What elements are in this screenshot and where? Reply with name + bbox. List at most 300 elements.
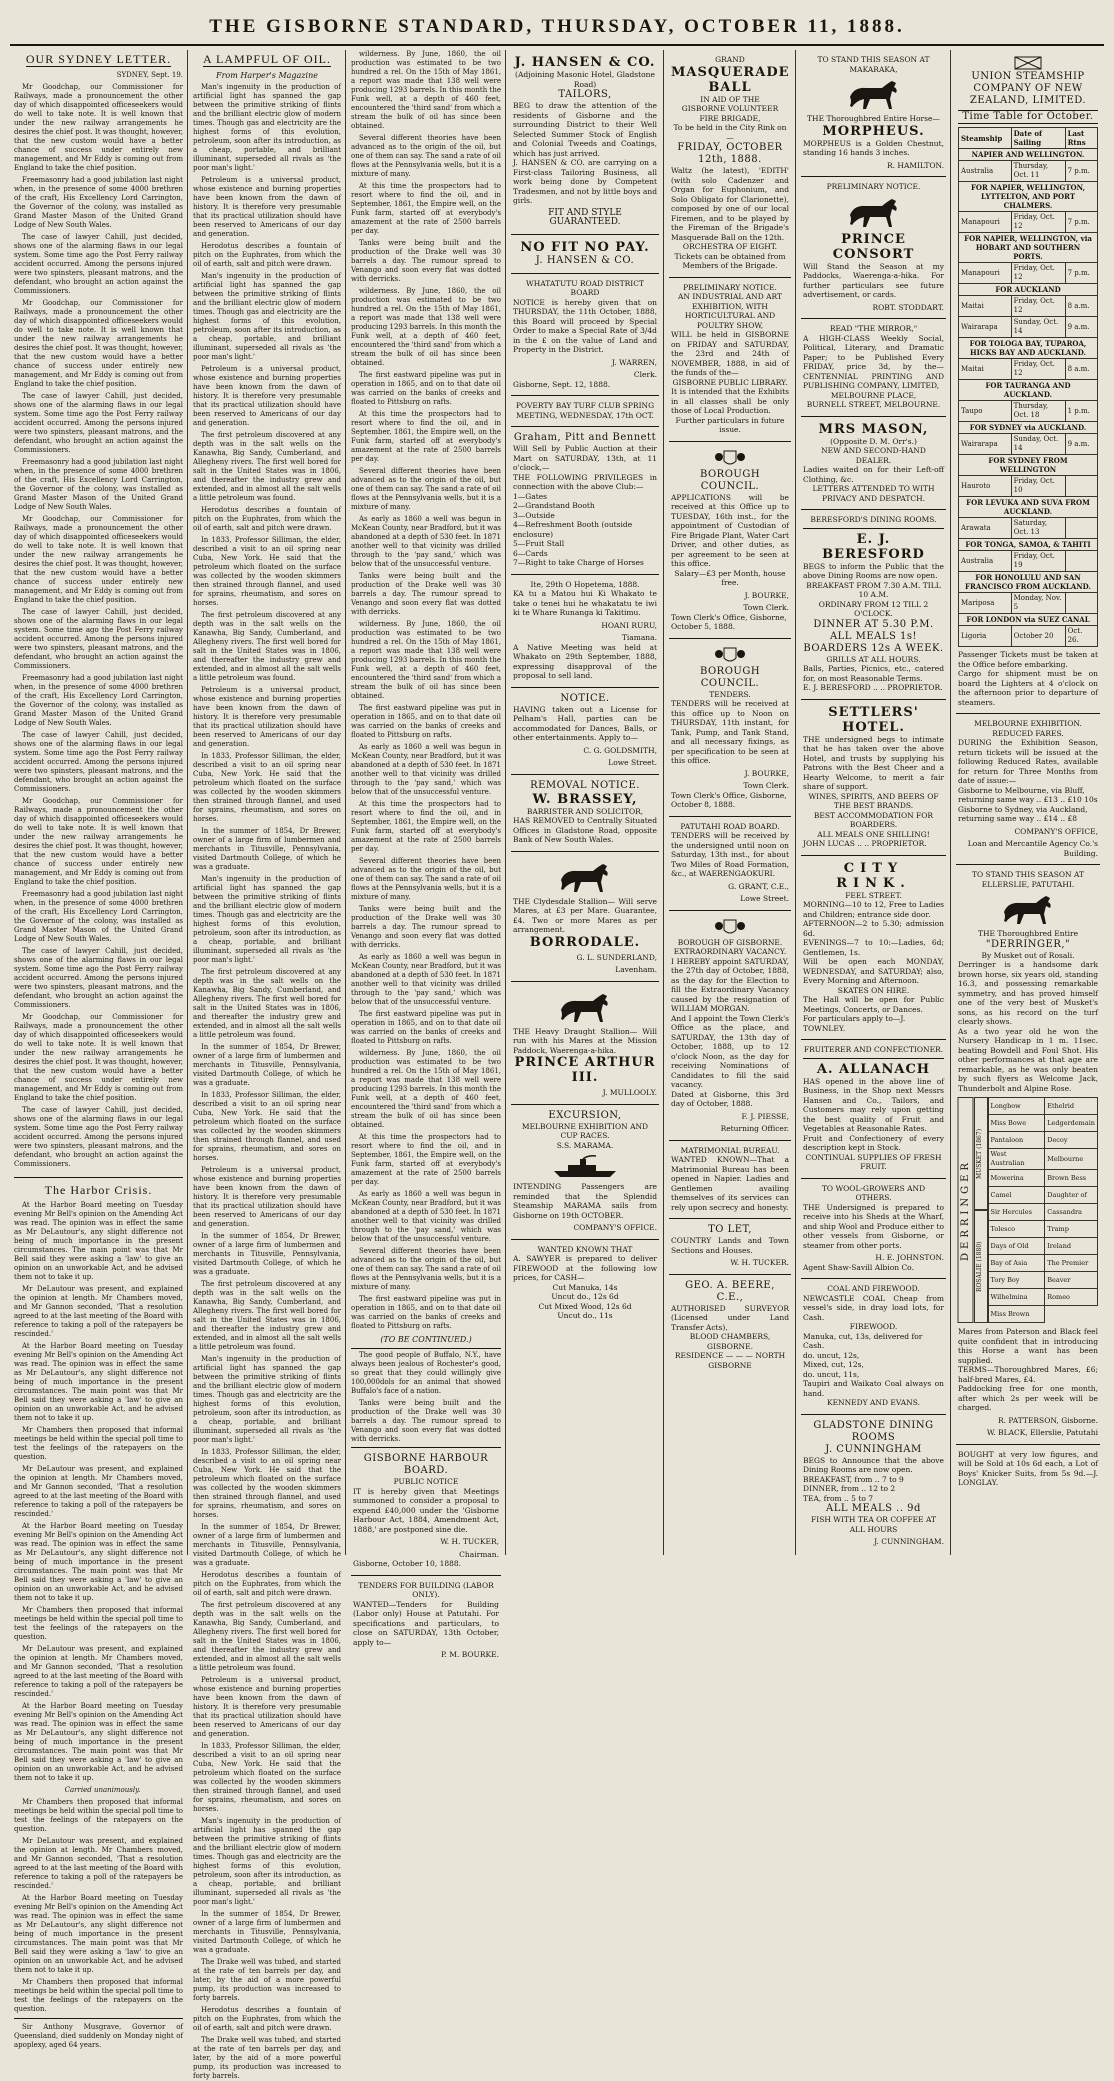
pedigree-title: DERRINGER — [958, 1097, 974, 1323]
ad-trade: TAILORS, — [558, 89, 612, 100]
article-paragraph: Freemasonry had a good jubilation last night when, in the presence of some 4000 brethren of the craft, His Excellency Lord Carrington, the Governor of the colony, was installed as Grand Master Mason of the United Grand Lodge of New South Wales. — [14, 176, 183, 229]
ad-text: BOUGHT at very low figures, and will be Sold at 10s 6d each, a Lot of Boys' Knicker Suits, from 5s 9d.—J. LONGLAY. — [958, 1449, 1098, 1487]
ad-accommodation: BEST ACCOMMODATION FOR BOARDERS. — [813, 810, 934, 829]
timetable-cell — [1065, 476, 1097, 497]
ad-date: FRIDAY, OCTOBER 12th, 1888. — [677, 142, 783, 165]
ad-breeding: By Musket out of Rosali. — [981, 950, 1075, 960]
article-paragraph: Petroleum is a universal product, whose existence and burning properties have been known from the dawn of history. It is therefore very presumable that its practical utilization should have been reserved to Americans of our day and generation. — [193, 686, 341, 748]
horse-icon — [844, 77, 904, 111]
ad-masquerade-ball — [669, 50, 791, 277]
timetable-row — [959, 434, 1098, 455]
ad-title: PRELIMINARY NOTICE. — [826, 182, 921, 191]
pedigree-row — [988, 1255, 1098, 1272]
pedigree-table — [988, 1097, 1099, 1323]
timetable-route-row — [959, 614, 1098, 626]
timetable-cell: 7 p.m. — [1065, 263, 1097, 284]
ad-borrodale-stallion — [511, 851, 659, 981]
ad-signature: C. G. GOLDSMITH, — [583, 745, 657, 755]
ad-signature: W. BLACK, Ellerslie, Patutahi — [986, 1428, 1098, 1437]
coat-of-arms-icon — [710, 644, 750, 666]
pedigree-row — [988, 1115, 1098, 1132]
timetable-cell: Friday, Oct. 19 — [1011, 551, 1065, 572]
ad-text: COUNTRY Lands and Town Sections and Houses. — [671, 1236, 789, 1255]
article-paragraph: At the Harbor Board meeting on Tuesday evening Mr Bell's opinion on the Amending Act was read. The opinion was in effect the same as Mr DeLautour's, any slight difference not being of much importance in the present circumstances. The main point was that Mr Bell said they were asking a 'law' to give an opinion on an unworkable Act, and he advised them not to take it up. — [14, 1201, 183, 1281]
ad-harbour-board — [351, 1447, 501, 1575]
ad-address: MELBOURNE PLACE, — [830, 390, 917, 400]
ad-subtitle: MELBOURNE EXHIBITION AND CUP RACES. — [521, 1121, 649, 1140]
pedigree-row — [988, 1098, 1098, 1115]
ad-text: HAVING taken out a License for Pelham's Hall, parties can be accommodated for Dances, Balls, or other entertainments. Apply to— — [513, 704, 657, 742]
timetable-cell: October 20 — [1011, 626, 1065, 647]
timetable-cell: Thursday, Oct. 11 — [1011, 161, 1065, 182]
timetable-header-row — [959, 128, 1098, 149]
ad-name: A. ALLANACH — [803, 1058, 944, 1077]
article-paragraph: The case of lawyer Cahill, just decided, shows one of the alarming flaws in our legal system. Some time ago the Post Ferry railway accident occurred. Among the persons injured were two spinsters, pleasant matrons, and the defendant, who brought an action against the Commissioners. — [14, 392, 183, 454]
ad-trade: NEW AND SECOND-HAND DEALER. — [821, 446, 926, 465]
timetable-cell: Taupo — [959, 401, 1012, 422]
ad-maori-notice — [511, 574, 659, 687]
article-paragraph: Several different theories have been advanced as to the origin of the oil, but one of them can say. The sand a rate of oil flows at the Pennsylvania wells, but it is a mixture of many. — [351, 857, 501, 901]
timetable-cell: Wairarapa — [959, 317, 1012, 338]
ad-boarders: BOARDERS 12s A WEEK. — [803, 642, 944, 654]
ad-text: And I appoint the Town Clerk's Office as the place, and SATURDAY, the 13th day of October, 1888, up to 12 o'clock Noon, as the day for receiving Nominations of Candidates to fill the said vacancy. — [671, 1013, 789, 1089]
timetable-row — [959, 359, 1098, 380]
ad-matrimonial-bureau — [669, 1140, 791, 1219]
pedigree-cell: Camel — [988, 1187, 1045, 1204]
article-paragraph: Mr DeLautour was present, and explained the opinion at length. Mr Chambers moved, and Mr Gannon seconded, 'That a resolution agreed to at the last meeting of the Board with reference to taking a poll of the ratepayers be rescinded.' — [14, 1465, 183, 1518]
ad-text: WANTED KNOWN—That a Matrimonial Bureau has been opened in Napier. Ladies and Gentlemen availing themselves of its services can rely upon secrecy and honesty. — [671, 1155, 789, 1212]
timetable-header-cell: Steamship — [959, 128, 1012, 149]
pedigree — [958, 1097, 1098, 1323]
timetable-cell: Friday, Oct. 12 — [1011, 296, 1065, 317]
column-rule — [795, 50, 796, 1555]
ad-title: MATRIMONIAL BUREAU. — [680, 1145, 780, 1155]
ad-signature-role: Lavenham. — [615, 965, 657, 974]
ad-subtitle: Will Sell by Public Auction at their Mart on SATURDAY, 13th, at 11 o'clock,— — [513, 444, 657, 472]
ad-text: The Hall will be open for Public Meetings, Concerts, or Dances. — [803, 995, 944, 1014]
ad-signature: J. CUNNINGHAM. — [874, 1537, 944, 1546]
ad-subtitle: IN AID OF THE — [700, 94, 760, 104]
ad-text: KA tu a Matou hui Ki Whakato te take o tenei hui he whakatatu te iwi ki te Whare Runanga ki Takitimu. — [513, 589, 657, 617]
timetable-route: FOR AUCKLAND — [959, 284, 1098, 296]
ad-signature: G. GRANT, C.E., — [728, 881, 789, 891]
ad-title: UNION STEAMSHIP COMPANY OF NEW ZEALAND, LIMITED. — [969, 71, 1087, 106]
article-paragraph: In 1833, Professor Silliman, the elder, described a visit to an oil spring near Cuba, New York. He said that the petroleum which floated on the surface was collected by the wooden skimmers then strained through flannel, and used for sprains, rheumatism, and sores on horses. — [193, 1742, 341, 1813]
article-paragraph: wilderness. By June, 1860, the oil production was estimated to be two hundred a rel. On the 15th of May 1861, a report was made that 138 well were producing 1293 barrels. In this month the Funk well, at a depth of 460 feet, encountered the 'third sand' from which a stream the bulk of oil has since been obtained. — [351, 287, 501, 367]
ad-knicker-suits — [956, 1444, 1100, 1494]
article-paragraph: In the summer of 1854, Dr Brewer, owner of a large firm of lumbermen and merchants in Titusville, Pennsylvania, visited Dartmouth College, of which he was a graduate. — [193, 1043, 341, 1087]
ad-graham-pitt-bennett — [511, 426, 659, 574]
pedigree-cell: Daughter of — [1045, 1187, 1098, 1204]
timetable-cell: 7 p.m. — [1065, 212, 1097, 233]
ad-title: TO STAND THIS SEASON AT MAKARAKA, — [817, 55, 930, 74]
ad-derringer — [956, 864, 1100, 1444]
ad-whatatutu-road-board — [511, 273, 659, 396]
timetable-row — [959, 401, 1098, 422]
ad-city-rink — [801, 855, 946, 1040]
ad-tickets: Tickets can be obtained from Members of the Brigade. — [674, 251, 786, 270]
timetable-cell: 8 a.m. — [1065, 296, 1097, 317]
ad-footer: CONTINUAL SUPPLIES OF FRESH FRUIT. — [805, 1152, 942, 1171]
column-3 — [347, 50, 505, 1659]
article-paragraph: In 1833, Professor Silliman, the elder, described a visit to an oil spring near Cuba, New York. He said that the petroleum which floated on the surface was collected by the wooden skimmers then strained through flannel, and used for sprains, rheumatism, and sores on horses. — [193, 1091, 341, 1162]
ad-industrial-exhibition — [669, 277, 791, 441]
ad-title: Graham, Pitt and Bennett — [513, 432, 657, 443]
ad-list-item: 6—Cards — [513, 548, 548, 558]
ad-turf-club — [511, 395, 659, 426]
timetable-header-cell: Date of Sailing — [1011, 128, 1065, 149]
ad-salary: Salary—£3 per Month, house free. — [674, 568, 786, 587]
ad-signature-role: Loan and Mercantile Agency Co.'s Building. — [967, 839, 1098, 858]
ad-title: READ "THE MIRROR," — [829, 324, 918, 333]
ad-signature: KENNEDY AND EVANS. — [826, 1398, 921, 1407]
ad-skates: SKATES ON HIRE. — [837, 985, 910, 995]
pedigree-row — [988, 1289, 1098, 1306]
article-paragraph: Tanks were being built and the production of the Drake well was 30 barrels a day. The rumour spread to Venango and soon every flat was dotted with derricks. — [351, 1399, 501, 1443]
ad-subtitle: FEEL STREET. — [845, 890, 902, 900]
article-paragraph: Petroleum is a universal product, whose existence and burning properties have been known from the dawn of history. It is therefore very presumable that its practical utilization should have been reserved to Americans of our day and generation. — [193, 365, 341, 427]
ad-fruiterer — [801, 1039, 946, 1178]
ad-ship-name: S.S. MARAMA. — [556, 1140, 614, 1150]
ad-prince-arthur — [511, 981, 659, 1104]
ad-list-item: Uncut do., 12s 6d — [551, 1292, 619, 1301]
ad-text: THE Undersigned is prepared to receive into his Sheds at the Wharf, and ship Wool and Produce either to other vessels from Gisborne, or steamer from other ports. — [803, 1202, 944, 1250]
article-paragraph-buffalo: The good people of Buffalo, N.Y., have always been jealous of Rochester's good, so great that they could willingly give 100,000dols for an animal that showed Buffalo's face of a nation. — [351, 1351, 501, 1395]
article-paragraph: Mr DeLautour was present, and explained the opinion at length. Mr Chambers moved, and Mr Gannon seconded, 'That a resolution agreed to at the last meeting of the Board with reference to taking a poll of the ratepayers be rescinded.' — [14, 1645, 183, 1698]
timetable-cell: 9 a.m. — [1065, 434, 1097, 455]
pedigree-row — [988, 1204, 1098, 1221]
article-paragraph: The first eastward pipeline was put in operation in 1865, and on to that date oil was carried on the banks of creeks and floated to Pittsburg on rafts. — [351, 1295, 501, 1330]
article-paragraph: The case of lawyer Cahill, just decided, shows one of the alarming flaws in our legal system. Some time ago the Post Ferry railway accident occurred. Among the persons injured were two spinsters, pleasant matrons, and the defendant, who brought an action against the Commissioners. — [14, 233, 183, 295]
steamship-icon — [550, 1153, 620, 1179]
ad-text: Mares from Paterson and Black feel quite confident that in introducing this Horse a want has been supplied. — [958, 1327, 1098, 1365]
article-paragraph: At the Harbor Board meeting on Tuesday evening Mr Bell's opinion on the Amending Act was read. The opinion was in effect the same as Mr DeLautour's, any slight difference not being of much importance in the present circumstances. The main point was that Mr Bell said they were asking a 'law' to give an opinion on an unworkable Act, and he advised them not to take it up. — [14, 1894, 183, 1974]
article-paragraph: In the summer of 1854, Dr Brewer, owner of a large firm of lumbermen and merchants in Titusville, Pennsylvania, visited Dartmouth College, of which he was a graduate. — [193, 1232, 341, 1276]
article-paragraph: Several different theories have been advanced as to the origin of the oil, but one of them can say. The sand a rate of oil flows at the Pennsylvania wells, but it is a mixture of many. — [351, 1247, 501, 1291]
article-paragraph: As early as 1860 a well was begun in McKean County, near Bradford, but it was abandoned at a depth of 530 feet. In 1871 another well to that vicinity was drilled through to the 'pay sand,' which was below that of the unsuccessful venture. — [351, 743, 501, 796]
article-paragraph: Mr Goodchap, our Commissioner for Railways, made a pronouncement the other day of which disappointed officeseekers would do well to take note. It is well known that under the new railway arrangements he desires the chief post. It was thought, however, that the new custom would have a better chance of success under entirely new management, and Mr Eddy is coming out from England to take the chief position. — [14, 299, 183, 388]
ad-text: A HIGH-CLASS Weekly Social, Political, Literary, and Dramatic Paper; to be Published Every FRIDAY, price 3d, by the— CENTENNIAL PRINTING AND PUBLISHING COMPANY, LIMITED, — [803, 333, 944, 390]
ad-title: TO WOOL-GROWERS AND OTHERS. — [821, 1183, 926, 1202]
ad-title: J. HANSEN & CO. — [514, 55, 656, 70]
timetable-route-row — [959, 539, 1098, 551]
article-paragraph: Freemasonry had a good jubilation last night when, in the presence of some 4000 brethren of the craft, His Excellency Lord Carrington, the Governor of the colony, was installed as Grand Master Mason of the United Grand Lodge of New South Wales. — [14, 674, 183, 727]
masthead-title: THE GISBORNE STANDARD, THURSDAY, OCTOBER 11, 1888. — [209, 16, 905, 37]
article-paragraph: Mr Chambers then proposed that informal meetings be held within the special poll time to test the feelings of the ratepayers on the question. — [14, 1978, 183, 2013]
ad-gladstone-dining — [801, 1414, 946, 1553]
article-paragraph: wilderness. By June, 1860, the oil production was estimated to be two hundred a rel. On the 15th of May 1861, a report was made that 138 well were producing 1293 barrels. In this month the Funk well, at a depth of 460 feet, encountered the 'third sand' from which a stream the bulk of oil has since been obtained. — [351, 1049, 501, 1129]
timetable-cell — [1065, 518, 1097, 539]
ad-text: AUTHORISED SURVEYOR (Licensed under Land Transfer Acts), — [671, 1303, 789, 1332]
article-paragraph: Tanks were being built and the production of the Drake well was 30 barrels a day. The rumour spread to Venango and soon every flat was dotted with derricks. — [351, 572, 501, 616]
pedigree-row — [988, 1187, 1098, 1204]
ad-title: GLADSTONE DINING ROOMS — [813, 1419, 934, 1443]
ad-signature: J. WARREN, — [611, 357, 657, 367]
pedigree-cell: Romeo — [1045, 1289, 1098, 1306]
ad-name: J. CUNNINGHAM — [825, 1443, 922, 1455]
timetable-cell: Manapouri — [959, 212, 1012, 233]
article-paragraph: Tanks were being built and the production of the Drake well was 30 barrels a day. The rumour spread to Venango and soon every flat was dotted with derricks. — [351, 239, 501, 283]
article-paragraph: At this time the prospectors had to resort where to find the oil, and in September, 1861, the Empire well, on the Funk farm, started off at everybody's amazement at the rate of 2500 barrels per day. — [351, 800, 501, 853]
pedigree-cell: Ethelrid — [1045, 1098, 1098, 1115]
article-paragraph: Mr Goodchap, our Commissioner for Railways, made a pronouncement the other day of which disappointed officeseekers would do well to take note. It is well known that under the new railway arrangements he desires the chief post. It was thought, however, that the new custom would have a better chance of success under entirely new management, and Mr Eddy is coming out from England to take the chief position. — [14, 797, 183, 886]
timetable-route: FOR TOLOGA BAY, TUPAROA, HICKS BAY AND AUCKLAND. — [959, 338, 1098, 359]
pedigree-cell: Tramp — [1045, 1221, 1098, 1238]
ad-signature: COMPANY'S OFFICE. — [573, 1223, 657, 1232]
article-paragraph: wilderness. By June, 1860, the oil production was estimated to be two hundred a rel. On the 15th of May 1861, a report was made that 138 well were producing 1293 barrels. In this month the Funk well, at a depth of 460 feet, encountered the 'third sand' from which a stream the bulk of oil has since been obtained. — [351, 50, 501, 130]
column-rule — [187, 50, 188, 1555]
timetable-cell: 7 p.m. — [1065, 161, 1097, 182]
pedigree-cell: Ireland — [1045, 1238, 1098, 1255]
ad-address: BURNELL STREET, MELBOURNE. — [806, 400, 941, 409]
column-rule — [950, 50, 951, 1555]
ad-footer: FISH WITH TEA OR COFFEE AT ALL HOURS — [811, 1515, 936, 1534]
ad-name: E. J. BERESFORD — [803, 528, 944, 562]
timetable-route: FOR TONGA, SAMOA, & TAHITI — [959, 539, 1098, 551]
timetable-row — [959, 626, 1098, 647]
ad-list-item: DINNER, from .. 12 to 2 — [803, 1484, 896, 1493]
timetable-cell: Ligoria — [959, 626, 1012, 647]
ad-name: PRINCE ARTHUR III. — [514, 1055, 656, 1085]
ad-beneficiary: GISBORNE PUBLIC LIBRARY. — [672, 377, 788, 387]
timetable-cell: 8 a.m. — [1065, 359, 1097, 380]
article-paragraph: In the summer of 1854, Dr Brewer, owner of a large firm of lumbermen and merchants in Titusville, Pennsylvania, visited Dartmouth College, of which he was a graduate. — [193, 1910, 341, 1954]
timetable-cell — [1065, 593, 1097, 614]
article-paragraph: In the summer of 1854, Dr Brewer, owner of a large firm of lumbermen and merchants in Titusville, Pennsylvania, visited Dartmouth College, of which he was a graduate. — [193, 827, 341, 871]
pedigree-row — [988, 1132, 1098, 1149]
timetable-cell: Monday, Nov. 5 — [1011, 593, 1065, 614]
ad-signature-role: Chairman. — [459, 1549, 499, 1559]
ad-text: INTENDING Passengers are reminded that the Splendid Steamship MARAMA sails from Gisborne on 19th OCTOBER. — [513, 1182, 657, 1220]
ad-text: It is intended that the Exhibits in all classes shall be only those of Local Production. — [671, 387, 789, 415]
ad-ordinary: ORDINARY FROM 12 TILL 2 O'CLOCK. — [818, 599, 929, 618]
ad-text: Fruit and Confectionery of every description kept in Stock. — [803, 1133, 944, 1152]
timetable-route-row — [959, 233, 1098, 263]
timetable-route: FOR SYDNEY FROM WELLINGTON — [959, 455, 1098, 476]
article-paragraph: The case of lawyer Cahill, just decided, shows one of the alarming flaws in our legal system. Some time ago the Post Ferry railway accident occurred. Among the persons injured were two spinsters, pleasant matrons, and the defendant, who brought an action against the Commissioners. — [14, 731, 183, 793]
ad-organiser: GISBORNE VOLUNTEER FIRE BRIGADE, — [681, 104, 779, 123]
ad-text: NEWCASTLE COAL Cheap from vessel's side, in dray load lots, for Cash. — [803, 1293, 944, 1322]
ad-footer: LETTERS ATTENDED TO WITH PRIVACY AND DESPATCH. — [812, 484, 935, 503]
timetable-route: FOR LONDON via SUEZ CANAL — [959, 614, 1098, 626]
ad-signature: J. BOURKE, — [744, 768, 789, 778]
pedigree-row — [988, 1221, 1098, 1238]
ad-list-item: BREAKFAST, from .. 7 to 9 — [803, 1474, 904, 1484]
ad-date: Ite, 29th O Hopetema, 1888. — [530, 579, 640, 589]
ad-date: Gisborne, Sept. 12, 1888. — [513, 379, 611, 389]
ad-text: BEGS to Announce that the above Dining Rooms are now open. — [803, 1455, 944, 1474]
column-4 — [507, 50, 663, 1550]
ad-removal-notice — [511, 774, 659, 851]
column-rule — [663, 50, 664, 1555]
ad-title: SETTLERS' HOTEL. — [828, 704, 919, 735]
article-paragraph: Freemasonry had a good jubilation last night when, in the presence of some 4000 brethren of the craft, His Excellency Lord Carrington, the Governor of the colony, was installed as Grand Master Mason of the United Grand Lodge of New South Wales. — [14, 458, 183, 511]
article-paragraph: Herodotus describes a fountain of pitch on the Euphrates, from which the oil of earth, salt and pitch were drawn. — [193, 242, 341, 268]
ad-list-item: 1—Gates — [513, 491, 548, 501]
ad-date: Dated at Gisborne, this 3rd day of October, 1888. — [671, 1089, 789, 1108]
ad-signature: W. H. TUCKER, — [440, 1537, 499, 1546]
ad-union-steamship — [956, 50, 1100, 713]
pedigree-cell: Bay of Asia — [988, 1255, 1045, 1272]
timetable-route-row — [959, 380, 1098, 401]
ad-text: MORPHEUS is a Golden Chestnut, standing 16 hands 3 inches. — [803, 138, 944, 157]
timetable-route-row — [959, 284, 1098, 296]
column-rule — [345, 50, 346, 1555]
article-paragraph: Man's ingenuity in the production of artificial light has spanned the gap between the primitive striking of flints and the brilliant electric glow of modern times. Though gas and electricity are the highest forms of this evolution, petroleum, soon after its introduction, as a cheap, portable, and brilliant illuminant, superseded all rivals as 'the poor man's light.' — [193, 272, 341, 361]
ad-text: HAS REMOVED to Centrally Situated Offices in Gladstone Road, opposite Bank of New South Wales. — [513, 816, 657, 844]
timetable-row — [959, 518, 1098, 539]
article-paragraph: The case of lawyer Cahill, just decided, shows one of the alarming flaws in our legal system. Some time ago the Post Ferry railway accident occurred. Among the persons injured were two spinsters, pleasant matrons, and the defendant, who brought an action against the Commissioners. — [14, 1106, 183, 1168]
ad-text: As a two year old he won the Nursery Handicap in 1 m. 11sec. beating Bowdell and Foul Shot. His other performances at that age are remarkable, as he was only beaten by such flyers as Welcome Jack, Thunderbolt and Alpine Rose. — [958, 1026, 1098, 1093]
ad-patutahi-road-board — [669, 816, 791, 910]
timetable-route-row — [959, 497, 1098, 518]
article-paragraph: The first petroleum discovered at any depth was in the salt wells on the Kanawha, Big Sandy, Cumberland, and Allegheny rivers. The first well bored for salt in the United States was in 1806, and thereafter the industry grew and extended, and in almost all the salt wells a little petroleum was found. — [193, 1280, 341, 1351]
timetable-route-row — [959, 338, 1098, 359]
ad-title: BOROUGH OF GISBORNE. — [677, 937, 783, 947]
ad-borough-council-tenders — [669, 638, 791, 816]
article-paragraph: Man's ingenuity in the production of artificial light has spanned the gap between the primitive striking of flints and the brilliant electric glow of modern times. Though gas and electricity are the highest forms of this evolution, petroleum, soon after its introduction, as a cheap, portable, and brilliant illuminant, superseded all rivals as 'the poor man's light.' — [193, 1817, 341, 1906]
ad-signature: HOANI RURU, — [601, 620, 657, 630]
ad-title: CITY RINK. — [836, 860, 911, 891]
ad-all-meals: ALL MEALS 1s! — [829, 630, 918, 642]
timetable-row — [959, 593, 1098, 614]
ad-prince-consort — [801, 176, 946, 318]
ad-text: Waltz (he latest), 'EDITH' (with solo Cadenzer and Organ for Euphonium, and Solo Obligato for Clarionette), composed by one of our local Firemen, and to be played by the Fireman of the Brigade's Masquerade Ball on the 12th. — [671, 166, 789, 242]
article-paragraph: The Drake well was tubed, and started at the rate of ten barrels per day, and later, by the aid of a more powerful pump, its production was increased to forty barrels. — [193, 1958, 341, 2002]
article-paragraph: At this time the prospectors had to resort where to find the oil, and in September, 1861, the Empire well, on the Funk farm, started off at everybody's amazement at the rate of 2500 barrels per day. — [351, 1133, 501, 1186]
pedigree-cell: Melbourne — [1045, 1149, 1098, 1170]
timetable-route: FOR NAPIER, WELLINGTON, LYTTELTON, AND PORT CHALMERS. — [959, 182, 1098, 212]
timetable-cell — [1065, 551, 1097, 572]
ad-mrs-mason — [801, 416, 946, 510]
ad-date: Town Clerk's Office, Gisborne, October 8, 1888. — [671, 790, 787, 809]
article-paragraph: Carried unanimously. — [64, 1786, 141, 1794]
ad-subtitle: TENDERS. — [709, 689, 751, 699]
article-paragraph: As early as 1860 a well was begun in McKean County, near Bradford, but it was abandoned at a depth of 530 feet. In 1871 another well to that vicinity was drilled through to the 'pay sand,' which was below that of the unsuccessful venture. — [351, 515, 501, 568]
ad-signature: For particulars apply to—J. TOWNLEY. — [803, 1014, 906, 1033]
article-paragraph: The Drake well was tubed, and started at the rate of ten barrels per day, and later, by the aid of a more powerful pump, its production was increased to forty barrels. — [193, 2036, 341, 2080]
ad-title: FRUITERER AND CONFECTIONER. — [803, 1045, 944, 1054]
article-paragraph: The first petroleum discovered at any depth was in the salt wells on the Kanawha, Big Sandy, Cumberland, and Allegheny rivers. The first well bored for salt in the United States was in 1806, and thereafter the industry grew and extended, and in almost all the salt wells a little petroleum was found. — [193, 968, 341, 1039]
ad-terms: TERMS—Thoroughbred Mares, £6; half-bred Mares, £4. — [958, 1365, 1098, 1384]
article-paragraph: Mr DeLautour was present, and explained the opinion at length. Mr Chambers moved, and Mr Gannon seconded, 'That a resolution agreed to at the last meeting of the Board with reference to taking a poll of the ratepayers be rescinded.' — [14, 1285, 183, 1338]
article-paragraph-musgrave: Sir Anthony Musgrave, Governor of Queensland, died suddenly on Monday night of apoplexy, aged 64 years. — [14, 2023, 183, 2049]
ad-signature: E. J. BERESFORD .. .. PROPRIETOR. — [803, 683, 943, 692]
ad-name: BORRODALE. — [529, 934, 641, 950]
pedigree-cell: Pantaloon — [988, 1132, 1045, 1149]
ad-breakfast: BREAKFAST FROM 7.30 A.M. TILL 10 A.M. — [806, 580, 941, 599]
ad-signature: W. H. TUCKER. — [730, 1258, 789, 1267]
ad-settlers-hotel — [801, 699, 946, 855]
ad-signature-role: Tiamana. — [621, 633, 657, 642]
article-paragraph: The case of lawyer Cahill, just decided, shows one of the alarming flaws in our legal system. Some time ago the Post Ferry railway accident occurred. Among the persons injured were two spinsters, pleasant matrons, and the defendant, who brought an action against the Commissioners. — [14, 608, 183, 670]
pedigree-cell: Mowerina — [988, 1170, 1045, 1187]
timetable-cell: Maitai — [959, 296, 1012, 317]
pedigree-cell: Sir Hercules — [988, 1204, 1045, 1221]
ad-list-item: 7—Right to take Charge of Horses — [513, 558, 644, 567]
article-paragraph: At the Harbor Board meeting on Tuesday evening Mr Bell's opinion on the Amending Act was read. The opinion was in effect the same as Mr DeLautour's, any slight difference not being of much importance in the present circumstances. The main point was that Mr Bell said they were asking a 'law' to give an opinion on an unworkable Act, and he advised them not to take it up. — [14, 1702, 183, 1782]
article-paragraph: At the Harbor Board meeting on Tuesday evening Mr Bell's opinion on the Amending Act was read. The opinion was in effect the same as Mr DeLautour's, any slight difference not being of much importance in the present circumstances. The main point was that Mr Bell said they were asking a 'law' to give an opinion on an unworkable Act, and he advised them not to take it up. — [14, 1342, 183, 1422]
ad-title: TO STAND THIS SEASON AT ELLERSLIE, PATUTAHI. — [972, 870, 1084, 889]
ad-extraordinary-vacancy — [669, 910, 791, 1140]
flag-icon — [1013, 55, 1043, 71]
timetable-cell: Manapouri — [959, 263, 1012, 284]
ad-text: Derringer is a handsome dark brown horse, six years old, standing 16.3, and possessing remarkable symmetry, and has proved himself one of the very best of Musket's sons, as his record on the turf clearly shows. — [958, 960, 1098, 1026]
article-paragraph: Herodotus describes a fountain of pitch on the Euphrates, from which the oil of earth, salt and pitch were drawn. — [193, 2006, 341, 2032]
article-paragraph: Tanks were being built and the production of the Drake well was 30 barrels a day. The rumour spread to Venango and soon every flat was dotted with derricks. — [351, 905, 501, 949]
ad-list-item: TEA, from .. 5 to 7 — [803, 1493, 874, 1503]
ad-timetable-title: Time Table for October. — [958, 110, 1098, 124]
ad-title: COAL AND FIREWOOD. — [827, 1284, 920, 1293]
timetable-route-row — [959, 149, 1098, 161]
ad-signature: H. E. JOHNSTON. — [875, 1253, 944, 1262]
article-heading-harbor-crisis: The Harbor Crisis. — [44, 1183, 153, 1197]
ad-text: EVENINGS—7 to 10:—Ladies, 6d; Gentlemen, 1s. — [803, 938, 944, 957]
timetable-route-row — [959, 422, 1098, 434]
horse-icon — [998, 892, 1058, 926]
pedigree-cell: West Australian — [988, 1149, 1045, 1170]
ad-meals: ALL MEALS ONE SHILLING! — [817, 829, 930, 839]
timetable-cell: Friday, Oct. 12 — [1011, 359, 1065, 380]
ad-title: PATUTAHI ROAD BOARD. — [680, 821, 780, 831]
timetable-cell: Thursday, Oct. 18 — [1011, 401, 1065, 422]
ad-title: NO FIT NO PAY. — [520, 239, 650, 255]
ad-grills: GRILLS AT ALL HOURS. — [826, 654, 921, 664]
ad-text: Will Stand the Season at my Paddocks, Waerenga-a-hika. For further particulars see future advertisement, or cards. — [803, 261, 944, 299]
ad-beresford-dining — [801, 509, 946, 699]
ad-subtitle: (Opposite D. M. Orr's.) — [830, 436, 917, 446]
timetable-route-row — [959, 572, 1098, 593]
ad-date: Gisborne, October 10, 1888. — [353, 1559, 462, 1568]
dateline: SYDNEY, Sept. 19. — [116, 71, 183, 79]
ad-subtitle: EXTRAORDINARY VACANCY. — [673, 947, 787, 956]
pedigree-cell: Wilhelmina — [988, 1289, 1045, 1306]
pedigree-cell: Tolesco — [988, 1221, 1045, 1238]
timetable-route: FOR LEVUKA AND SUVA FROM AUCKLAND. — [959, 497, 1098, 518]
ad-text: Will be open each MONDAY, WEDNESDAY, and SATURDAY; also, Every Morning and Afternoon. — [803, 957, 944, 985]
timetable-cell: Friday, Oct. 12 — [1011, 212, 1065, 233]
ad-list-item: 5—Fruit Stall — [513, 539, 565, 548]
ad-signature-role: Returning Officer. — [720, 1124, 789, 1133]
article-paragraph: Mr DeLautour was present, and explained the opinion at length. Mr Chambers moved, and Mr Gannon seconded, 'That a resolution agreed to at the last meeting of the Board with reference to taking a poll of the ratepayers be rescinded.' — [14, 1837, 183, 1890]
pedigree-row — [988, 1149, 1098, 1170]
pedigree-row — [988, 1306, 1098, 1323]
ad-subtitle: BARRISTER AND SOLICITOR, — [526, 806, 644, 816]
article-paragraph: In the summer of 1854, Dr Brewer, owner of a large firm of lumbermen and merchants in Titusville, Pennsylvania, visited Dartmouth College, of which he was a graduate. — [193, 1523, 341, 1567]
ad-text: I HEREBY appoint SATURDAY, the 27th day of October, 1888, as the day for the Election to fill the Extraordinary Vacancy caused by the resignation of WILLIAM MORGAN. — [671, 956, 789, 1013]
ad-wanted-known-firewood — [511, 1239, 659, 1327]
ad-list-item: 3—Outside — [513, 510, 555, 520]
ad-footer: Further particulars in future issue. — [675, 415, 785, 434]
ad-fare: Gisborne to Melbourne, via Bluff, returning same way .. £13 .. £10 10s — [958, 785, 1098, 804]
article-paragraph: Several different theories have been advanced as to the origin of the oil, but one of them can say. The sand a rate of oil flows at the Pennsylvania wells, but it is a mixture of many. — [351, 134, 501, 178]
ad-title: EXCURSION, — [548, 1109, 622, 1121]
ad-subtitle: AN INDUSTRIAL AND ART EXHIBITION, WITH HORTICULTURAL AND POULTRY SHOW, — [677, 292, 783, 330]
article-paragraph: At this time the prospectors had to resort where to find the oil, and in September, 1861, the Empire well, on the Funk farm, started off at everybody's amazement at the rate of 2500 barrels per day. — [351, 182, 501, 235]
timetable-cell: Saturday, Oct. 13 — [1011, 518, 1065, 539]
article-paragraph: At this time the prospectors had to resort where to find the oil, and in September, 1861, the Empire well, on the Funk farm, started off at everybody's amazement at the rate of 2500 barrels per day. — [351, 410, 501, 463]
pedigree-dam: ROSALIE (1880) — [974, 1210, 988, 1323]
ad-text: MORNING—10 to 12, Free to Ladies and Children; entrance side door. — [803, 900, 944, 919]
article-heading-sydney-letter: OUR SYDNEY LETTER. — [25, 52, 172, 66]
timetable-route: NAPIER AND WELLINGTON. — [959, 149, 1098, 161]
ad-title: WANTED KNOWN THAT — [537, 1244, 633, 1254]
ad-hansen-tailors — [511, 50, 659, 234]
timetable-cell: Mariposa — [959, 593, 1012, 614]
timetable-row — [959, 296, 1098, 317]
timetable-row — [959, 263, 1098, 284]
ad-signature-role: Town Clerk. — [743, 781, 789, 790]
